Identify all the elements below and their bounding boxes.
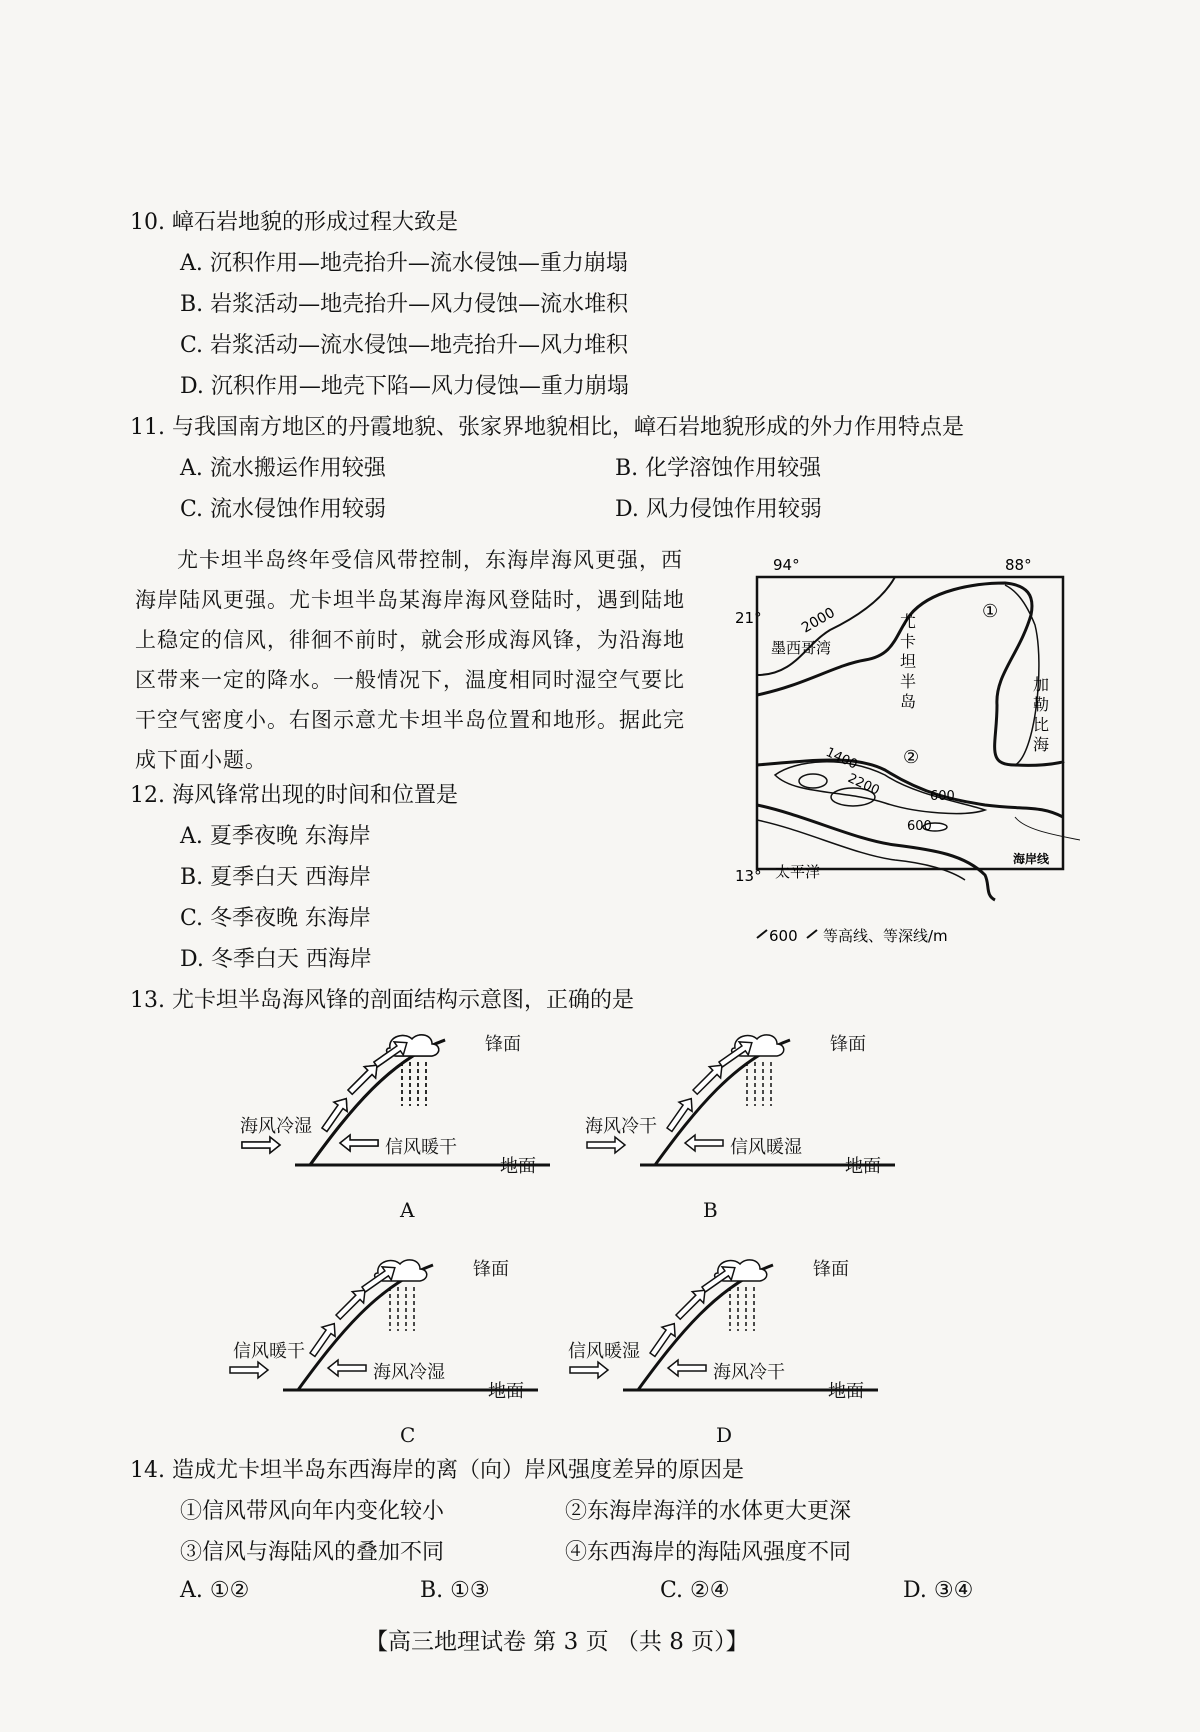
diagram-a-front-label: 锋面: [485, 1034, 521, 1055]
diagram-c-left-label: 信风暖干: [233, 1341, 305, 1362]
marker-1: ①: [982, 601, 999, 622]
diagram-d-right-label: 海风冷干: [713, 1362, 785, 1383]
diagram-c-letter: C: [400, 1423, 416, 1447]
q10-option-d: D. 沉积作用—地壳下陷—风力侵蚀—重力崩塌: [180, 374, 629, 399]
q12-option-b: B. 夏季白天 西海岸: [180, 865, 372, 890]
diagram-b-left-label: 海风冷干: [585, 1116, 657, 1137]
q14-statement-1: ①信风带风向年内变化较小: [180, 1499, 445, 1524]
q10-stem: 10. 嶂石岩地貌的形成过程大致是: [130, 210, 458, 235]
page-footer: 【高三地理试卷 第 3 页 （共 8 页）】: [365, 1629, 749, 1655]
peninsula-label-4: 半: [900, 672, 917, 691]
q12-option-a: A. 夏季夜晚 东海岸: [180, 824, 371, 849]
diagram-b-wrap: [585, 1030, 915, 1230]
caribbean-label-3: 比: [1033, 715, 1050, 734]
lon-94-label: 94°: [773, 556, 800, 574]
marker-2: ②: [903, 747, 920, 768]
q11-stem: 11. 与我国南方地区的丹霞地貌、张家界地貌相比，嶂石岩地貌形成的外力作用特点是: [130, 415, 964, 440]
q11-option-c: C. 流水侵蚀作用较弱: [180, 497, 387, 522]
lon-88-label: 88°: [1005, 556, 1032, 574]
q11-option-a: A. 流水搬运作用较强: [180, 456, 386, 481]
diagram-a-left-label: 海风冷湿: [240, 1116, 312, 1137]
q14-statement-2: ②东海岸海洋的水体更大更深: [565, 1499, 852, 1524]
q10-option-c: C. 岩浆活动—流水侵蚀—地壳抬升—风力堆积: [180, 333, 629, 358]
contour-1400-label: 1400: [823, 745, 860, 773]
diagram-d-ground-label: 地面: [828, 1381, 864, 1402]
legend-text: 等高线、等深线/m: [823, 927, 948, 945]
caribbean-label-1: 加: [1033, 675, 1050, 694]
reading-passage: [135, 540, 700, 780]
contour-2000-label: 2000: [799, 604, 838, 637]
diagram-b-right-label: 信风暖湿: [730, 1137, 802, 1158]
pacific-label: 太平洋: [775, 863, 821, 881]
q14-stem: 14. 造成尤卡坦半岛东西海岸的离（向）岸风强度差异的原因是: [130, 1458, 744, 1483]
contour-1400-ring: [799, 774, 827, 788]
caribbean-label-2: 勒: [1033, 695, 1050, 714]
diagram-b-letter: B: [703, 1198, 718, 1222]
diagram-d-front-label: 锋面: [813, 1259, 849, 1280]
q10-option-a: A. 沉积作用—地壳抬升—流水侵蚀—重力崩塌: [180, 251, 628, 276]
coastline-pointer: [1015, 817, 1080, 840]
q11-option-d: D. 风力侵蚀作用较弱: [615, 497, 822, 522]
diagram-a-right-label: 信风暖干: [385, 1137, 457, 1158]
diagram-c-wrap: [228, 1255, 558, 1455]
q12-stem: 12. 海风锋常出现的时间和位置是: [130, 783, 458, 808]
peninsula-label-5: 岛: [900, 692, 917, 711]
diagram-a-letter: A: [400, 1198, 415, 1222]
q13-stem: 13. 尤卡坦半岛海风锋的剖面结构示意图，正确的是: [130, 988, 634, 1013]
diagram-d-wrap: [568, 1255, 898, 1455]
lat-21-label: 21°: [735, 609, 762, 627]
peninsula-label-3: 坦: [900, 652, 917, 671]
legend-stroke-b: [807, 930, 817, 938]
q12-option-d: D. 冬季白天 西海岸: [180, 947, 372, 972]
diagram-b-ground-label: 地面: [845, 1156, 881, 1177]
caribbean-label-4: 海: [1033, 735, 1050, 754]
q14-option-d: D. ③④: [903, 1578, 974, 1603]
gulf-of-mexico-label: 墨西哥湾: [771, 639, 832, 657]
diagram-d-letter: D: [716, 1423, 733, 1447]
diagram-c-front-label: 锋面: [473, 1259, 509, 1280]
q12-option-c: C. 冬季夜晚 东海岸: [180, 906, 372, 931]
contour-600-label-b: 600: [907, 819, 932, 834]
diagram-b-front-label: 锋面: [830, 1034, 866, 1055]
diagram-c-ground-label: 地面: [488, 1381, 524, 1402]
coastline-pacific: [757, 805, 995, 900]
legend-stroke-a: [757, 930, 767, 938]
lat-13-label: 13°: [735, 867, 762, 885]
peninsula-label-2: 卡: [900, 632, 917, 651]
coastline-label: 海岸线: [1013, 852, 1050, 866]
q11-option-b: B. 化学溶蚀作用较强: [615, 456, 822, 481]
passage-text: 尤卡坦半岛终年受信风带控制，东海岸海风更强，西海岸陆风更强。尤卡坦半岛某海岸海风登陆时，遇到陆地上稳定的信风，徘徊不前时，就会形成海风锋，为沿海地区带来一定的降水。一般情况下，温度相同时湿空气要比干空气密度小。右图示意尤卡坦半岛位置和地形。据此完成下面小题。: [135, 548, 685, 772]
q14-option-b: B. ①③: [420, 1578, 490, 1603]
diagram-a-wrap: [240, 1030, 570, 1230]
q14-statement-3: ③信风与海陆风的叠加不同: [180, 1540, 445, 1565]
contour-2200-label: 2200: [845, 771, 882, 799]
peninsula-label-1: 尤: [900, 612, 917, 631]
yucatan-map: [735, 555, 1080, 955]
q10-option-b: B. 岩浆活动—地壳抬升—风力侵蚀—流水堆积: [180, 292, 629, 317]
legend-value: 600: [769, 927, 798, 945]
contour-600-label-a: 600: [930, 789, 955, 804]
diagram-a-ground-label: 地面: [500, 1156, 536, 1177]
diagram-d-left-label: 信风暖湿: [568, 1341, 640, 1362]
q14-statement-4: ④东西海岸的海陆风强度不同: [565, 1540, 852, 1565]
q14-option-c: C. ②④: [660, 1578, 730, 1603]
q14-option-a: A. ①②: [180, 1578, 250, 1603]
isobath-2000: [757, 577, 895, 675]
diagram-c-right-label: 海风冷湿: [373, 1362, 445, 1383]
